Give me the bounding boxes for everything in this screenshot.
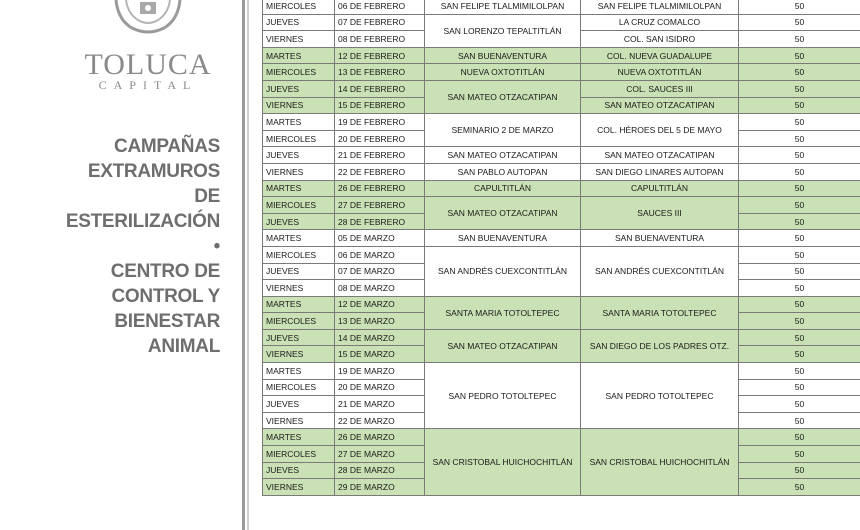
table-row [263,230,860,247]
location-cell: SAN FELIPE TLALMIMILOLPAN [425,0,581,14]
quantity-cell: 50 [739,246,860,263]
quantity-cell: 50 [739,412,860,429]
quantity-cell: 50 [739,280,860,297]
date-cell: 29 DE MARZO [335,479,425,496]
quantity-cell: 50 [739,147,860,164]
quantity-cell: 50 [739,296,860,313]
day-cell: MIERCOLES [263,313,335,330]
date-cell: 15 DE FEBRERO [335,97,425,114]
day-cell: MIERCOLES [263,246,335,263]
date-cell: 27 DE MARZO [335,446,425,463]
colonia-cell: SAN ANDRÉS CUEXCONTITLÁN [581,246,739,296]
quantity-cell: 50 [739,346,860,363]
quantity-cell: 50 [739,0,860,14]
colonia-cell: SAN PEDRO TOTOLTEPEC [581,363,739,429]
day-cell: MIERCOLES [263,446,335,463]
table-row [263,329,860,346]
day-cell: VIERNES [263,412,335,429]
day-cell: JUEVES [263,213,335,230]
date-cell: 27 DE FEBRERO [335,197,425,214]
colonia-cell: SAUCES III [581,197,739,230]
quantity-cell: 50 [739,163,860,180]
quantity-cell: 50 [739,396,860,413]
quantity-cell: 50 [739,114,860,131]
table-row [263,147,860,164]
table-row [263,47,860,64]
date-cell: 14 DE MARZO [335,329,425,346]
day-cell: VIERNES [263,163,335,180]
campaign-line: DE [194,186,220,207]
location-cell: SAN LORENZO TEPALTITLÁN [425,14,581,47]
date-cell: 28 DE MARZO [335,462,425,479]
date-cell: 15 DE MARZO [335,346,425,363]
day-cell: JUEVES [263,147,335,164]
quantity-cell: 50 [739,180,860,197]
day-cell: MIERCOLES [263,130,335,147]
quantity-cell: 50 [739,329,860,346]
day-cell: MIERCOLES [263,197,335,214]
day-cell: JUEVES [263,396,335,413]
date-cell: 20 DE MARZO [335,379,425,396]
day-cell: JUEVES [263,263,335,280]
day-cell: JUEVES [263,462,335,479]
quantity-cell: 50 [739,363,860,380]
campaign-title [66,134,220,359]
colonia-cell: NUEVA OXTOTITLÁN [581,64,739,81]
quantity-cell: 50 [739,31,860,48]
campaign-line: ANIMAL [147,336,220,357]
date-cell: 19 DE FEBRERO [335,114,425,131]
date-cell: 08 DE MARZO [335,280,425,297]
colonia-cell: SAN DIEGO LINARES AUTOPAN [581,163,739,180]
day-cell: VIERNES [263,346,335,363]
date-cell: 07 DE MARZO [335,263,425,280]
date-cell: 14 DE FEBRERO [335,80,425,97]
day-cell: VIERNES [263,479,335,496]
location-cell: NUEVA OXTOTITLÁN [425,64,581,81]
location-cell: SEMINARIO 2 DE MARZO [425,114,581,147]
colonia-cell: SAN CRISTOBAL HUICHOCHITLÁN [581,429,739,495]
colonia-cell: SAN MATEO OTZACATIPAN [581,97,739,114]
day-cell: MARTES [263,230,335,247]
day-cell: MIERCOLES [263,0,335,14]
quantity-cell: 50 [739,446,860,463]
location-cell: SAN PABLO AUTOPAN [425,163,581,180]
date-cell: 06 DE MARZO [335,246,425,263]
day-cell: VIERNES [263,280,335,297]
day-cell: VIERNES [263,97,335,114]
date-cell: 26 DE FEBRERO [335,180,425,197]
date-cell: 07 DE FEBRERO [335,14,425,31]
location-cell: SAN BUENAVENTURA [425,230,581,247]
day-cell: MIERCOLES [263,379,335,396]
quantity-cell: 50 [739,130,860,147]
table-row [263,114,860,131]
table-row [263,80,860,97]
table-row [263,180,860,197]
table-row [263,14,860,31]
day-cell: MARTES [263,296,335,313]
campaign-line: CAMPAÑAS [114,136,220,157]
location-cell: SAN PEDRO TOTOLTEPEC [425,363,581,429]
location-cell: SAN CRISTOBAL HUICHOCHITLÁN [425,429,581,495]
colonia-cell: COL. SAUCES III [581,80,739,97]
colonia-cell: CAPULTITLÁN [581,180,739,197]
day-cell: MARTES [263,429,335,446]
quantity-cell: 50 [739,379,860,396]
date-cell: 13 DE FEBRERO [335,64,425,81]
date-cell: 06 DE FEBRERO [335,0,425,14]
table-row [263,197,860,214]
day-cell: JUEVES [263,80,335,97]
location-cell: SAN BUENAVENTURA [425,47,581,64]
location-cell: CAPULTITLÁN [425,180,581,197]
date-cell: 08 DE FEBRERO [335,31,425,48]
date-cell: 22 DE FEBRERO [335,163,425,180]
crest-icon [106,0,190,34]
day-cell: MARTES [263,363,335,380]
campaign-line: CONTROL Y [111,286,220,307]
colonia-cell: LA CRUZ COMALCO [581,14,739,31]
quantity-cell: 50 [739,14,860,31]
location-cell: SAN MATEO OTZACATIPAN [425,197,581,230]
colonia-cell: COL. HÉROES DEL 5 DE MAYO [581,114,739,147]
day-cell: MARTES [263,114,335,131]
day-cell: JUEVES [263,329,335,346]
quantity-cell: 50 [739,479,860,496]
location-cell: SAN MATEO OTZACATIPAN [425,329,581,362]
colonia-cell: COL. NUEVA GUADALUPE [581,47,739,64]
day-cell: JUEVES [263,14,335,31]
date-cell: 22 DE MARZO [335,412,425,429]
quantity-cell: 50 [739,213,860,230]
date-cell: 26 DE MARZO [335,429,425,446]
date-cell: 13 DE MARZO [335,313,425,330]
location-cell: SAN ANDRÉS CUEXCONTITLÁN [425,246,581,296]
quantity-cell: 50 [739,462,860,479]
campaign-separator: • [213,236,220,257]
colonia-cell: SAN BUENAVENTURA [581,230,739,247]
campaign-line: CENTRO DE [110,261,220,282]
quantity-cell: 50 [739,97,860,114]
date-cell: 12 DE FEBRERO [335,47,425,64]
quantity-cell: 50 [739,64,860,81]
quantity-cell: 50 [739,313,860,330]
colonia-cell: SAN FELIPE TLALMIMILOLPAN [581,0,739,14]
day-cell: VIERNES [263,31,335,48]
date-cell: 05 DE MARZO [335,230,425,247]
date-cell: 20 DE FEBRERO [335,130,425,147]
date-cell: 12 DE MARZO [335,296,425,313]
campaign-line: BIENESTAR [114,311,220,332]
schedule-table [262,0,860,496]
quantity-cell: 50 [739,263,860,280]
date-cell: 21 DE MARZO [335,396,425,413]
quantity-cell: 50 [739,80,860,97]
colonia-cell: SAN MATEO OTZACATIPAN [581,147,739,164]
logo-name: TOLUCA [84,48,212,81]
table-row [263,246,860,263]
date-cell: 19 DE MARZO [335,363,425,380]
date-cell: 21 DE FEBRERO [335,147,425,164]
table-row [263,0,860,14]
vertical-divider [242,0,245,530]
location-cell: SANTA MARIA TOTOLTEPEC [425,296,581,329]
left-panel [0,0,240,530]
day-cell: MIERCOLES [263,64,335,81]
quantity-cell: 50 [739,230,860,247]
vertical-divider [247,0,249,530]
table-row [263,363,860,380]
campaign-line: ESTERILIZACIÓN [65,211,220,232]
table-row [263,64,860,81]
quantity-cell: 50 [739,429,860,446]
campaign-line: EXTRAMUROS [87,161,220,182]
quantity-cell: 50 [739,47,860,64]
colonia-cell: SANTA MARIA TOTOLTEPEC [581,296,739,329]
location-cell: SAN MATEO OTZACATIPAN [425,80,581,113]
logo-subtitle: CAPITAL [98,78,198,92]
table-row [263,296,860,313]
date-cell: 28 DE FEBRERO [335,213,425,230]
table-row [263,163,860,180]
quantity-cell: 50 [739,197,860,214]
schedule-table-wrap [262,0,860,496]
day-cell: MARTES [263,47,335,64]
day-cell: MARTES [263,180,335,197]
colonia-cell: COL. SAN ISIDRO [581,31,739,48]
table-row [263,429,860,446]
colonia-cell: SAN DIEGO DE LOS PADRES OTZ. [581,329,739,362]
location-cell: SAN MATEO OTZACATIPAN [425,147,581,164]
